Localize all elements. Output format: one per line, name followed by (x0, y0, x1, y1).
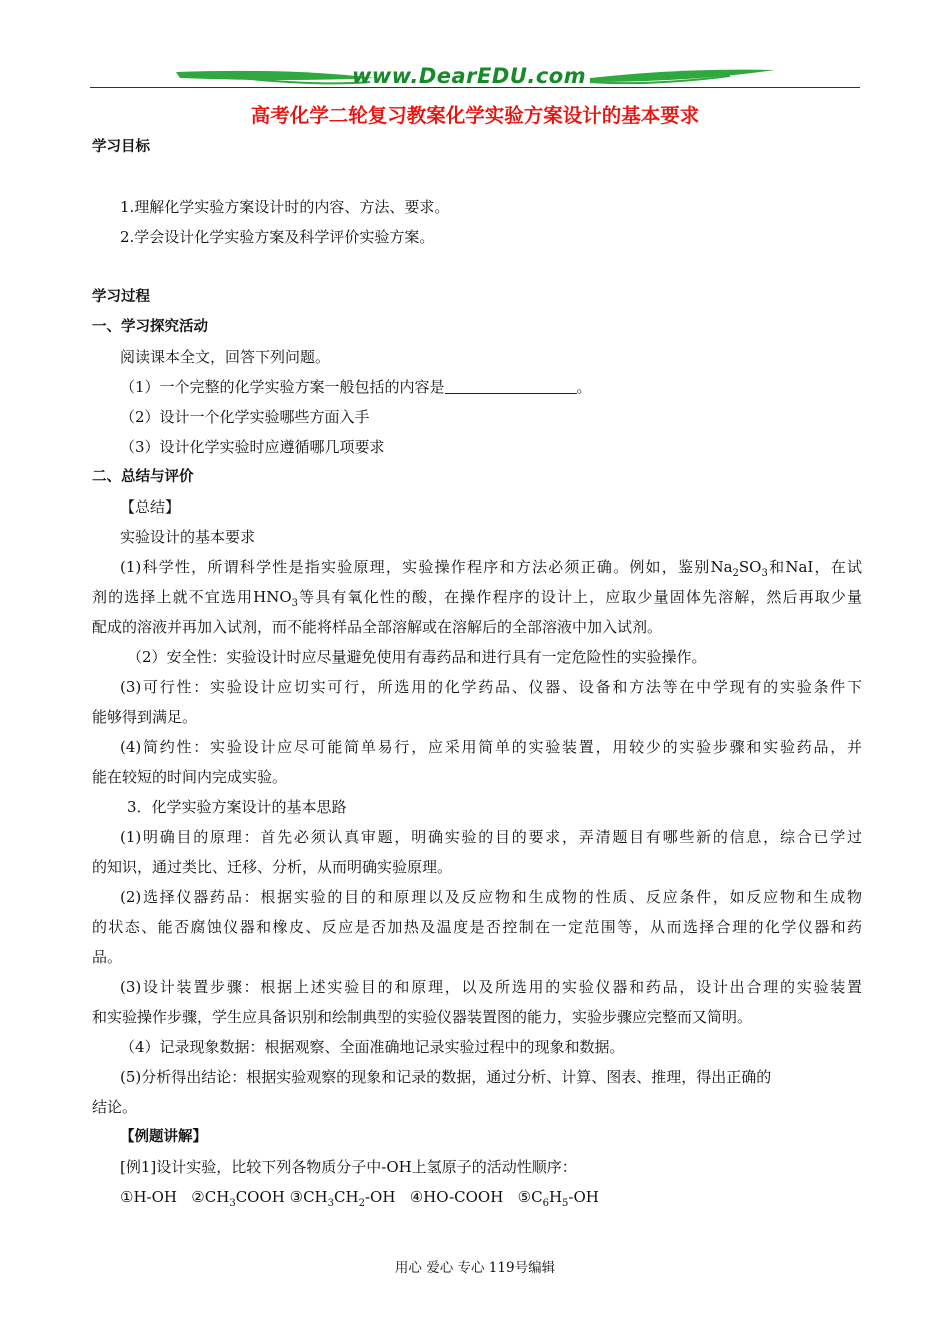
ideas-title: 3．化学实验方案设计的基本思路 (127, 798, 347, 816)
idea-2-line-3: 品。 (92, 948, 123, 966)
idea-4-line: （4）记录现象数据：根据观察、全面准确地记录实验过程中的现象和数据。 (120, 1038, 625, 1056)
safety-line: （2）安全性：实验设计时应尽量避免使用有毒药品和进行具有一定危险性的实验操作。 (127, 648, 707, 666)
feasible-line-1: (3)可行性：实验设计应切实可行，所选用的化学药品、仪器、设备和方法等在中学现有的实验条件下 (120, 678, 862, 696)
text: SO (738, 558, 762, 576)
idea-1-line-2: 的知识，通过类比、迁移、分析，从而明确实验原理。 (92, 858, 453, 876)
idea-2-line-1: (2)选择仪器药品：根据实验的目的和原理以及反应物和生成物的性质、反应条件，如反应物和生成物 (120, 888, 862, 906)
idea-3-line-2: 和实验操作步骤，学生应具备识别和绘制典型的实验仪器装置图的能力，实验步骤应完整而又简明。 (92, 1008, 753, 1026)
choice-3 (289, 1188, 396, 1209)
text: 剂的选择上就不宜选用HNO (92, 588, 292, 606)
scientific-line-1 (92, 552, 862, 582)
example-1: [例1]设计实验，比较下列各物质分子中-OH上氢原子的活动性顺序： (120, 1158, 577, 1176)
idea-5-line-2: 结论。 (92, 1098, 138, 1116)
choice-1: ①H-OH (120, 1188, 177, 1206)
text: -OH (568, 1188, 599, 1206)
choice-5 (517, 1188, 599, 1209)
examples-label: 【例题讲解】 (120, 1129, 207, 1145)
text: (1)科学性，所谓科学性是指实验原理，实验操作程序和方法必须正确。例如，鉴别Na (120, 558, 733, 576)
question-1 (92, 372, 862, 402)
subscript: 3 (291, 598, 299, 609)
text: 和NaI，在试 (767, 558, 862, 576)
simple-line-1: (4)简约性：实验设计应尽可能简单易行，应采用简单的实验装置，用较少的实验步骤和实验药品，并 (120, 738, 862, 756)
site-logo: www.DearEDU.com (352, 64, 587, 88)
subscript: 2 (358, 1198, 365, 1209)
objective-item: 2.学会设计化学实验方案及科学评价实验方案。 (120, 228, 435, 246)
part1-intro: 阅读课本全文，回答下列问题。 (120, 348, 331, 366)
subscript: 3 (327, 1198, 335, 1209)
text: ③CH (289, 1188, 328, 1206)
spacer (92, 162, 862, 192)
choice-4: ④HO-COOH (409, 1188, 504, 1206)
summary-label: 【总结】 (120, 498, 181, 516)
simple-line-2: 能在较短的时间内完成实验。 (92, 768, 288, 786)
subscript: 3 (229, 1198, 236, 1209)
idea-3-line-1: (3)设计装置步骤：根据上述实验目的和原理，以及所选用的实验仪器和药品，设计出合理的实验装置 (120, 978, 862, 996)
question-3: （3）设计化学实验时应遵循哪几项要求 (120, 438, 385, 456)
subscript: 5 (562, 1198, 569, 1209)
objectives-heading: 学习目标 (92, 139, 150, 155)
answer-blank[interactable] (445, 378, 577, 394)
feasible-line-2: 能够得到满足。 (92, 708, 198, 726)
idea-5-line-1: (5)分析得出结论：根据实验观察的现象和记录的数据，通过分析、计算、图表、推理，得出正确的 (120, 1068, 772, 1086)
page-footer: 用心 爱心 专心 119号编辑 (394, 1260, 556, 1276)
text: ②CH (191, 1188, 230, 1206)
subscript: 6 (542, 1198, 549, 1209)
objective-item: 1.理解化学实验方案设计时的内容、方法、要求。 (120, 198, 450, 216)
text: COOH (235, 1188, 285, 1206)
example-1-choices (92, 1182, 862, 1212)
idea-2-line-2: 的状态、能否腐蚀仪器和橡皮、反应是否加热及温度是否控制在一定范围等，从而选择合理的化学仪器和药 (92, 918, 862, 936)
part2-heading: 二、总结与评价 (92, 469, 194, 485)
question-1-text: （1）一个完整的化学实验方案一般包括的内容是 (120, 378, 445, 396)
question-2: （2）设计一个化学实验哪些方面入手 (120, 408, 370, 426)
subscript: 2 (732, 568, 739, 579)
question-1-end: 。 (576, 378, 592, 396)
text: H (548, 1188, 563, 1206)
scientific-line-2 (92, 582, 862, 612)
document-body (92, 132, 862, 1212)
subscript: 3 (761, 568, 768, 579)
scientific-line-3: 配成的溶液并再加入试剂，而不能将样品全部溶解或在溶解后的全部溶液中加入试剂。 (92, 618, 663, 636)
page-header (90, 60, 860, 100)
document-title: 高考化学二轮复习教案化学实验方案设计的基本要求 (250, 104, 700, 127)
process-heading: 学习过程 (92, 289, 150, 305)
text: -OH (364, 1188, 396, 1206)
text: 等具有氧化性的酸，在操作程序的设计上，应取少量固体先溶解，然后再取少量 (298, 588, 862, 606)
text: CH (334, 1188, 359, 1206)
spacer (92, 252, 862, 282)
idea-1-line-1: (1)明确目的原理：首先必须认真审题，明确实验的目的要求，弄清题目有哪些新的信息，综合已学过 (120, 828, 862, 846)
part1-heading: 一、学习探究活动 (92, 319, 208, 335)
choice-2 (191, 1188, 285, 1209)
text: ⑤C (517, 1188, 543, 1206)
basic-requirements-title: 实验设计的基本要求 (120, 528, 256, 546)
